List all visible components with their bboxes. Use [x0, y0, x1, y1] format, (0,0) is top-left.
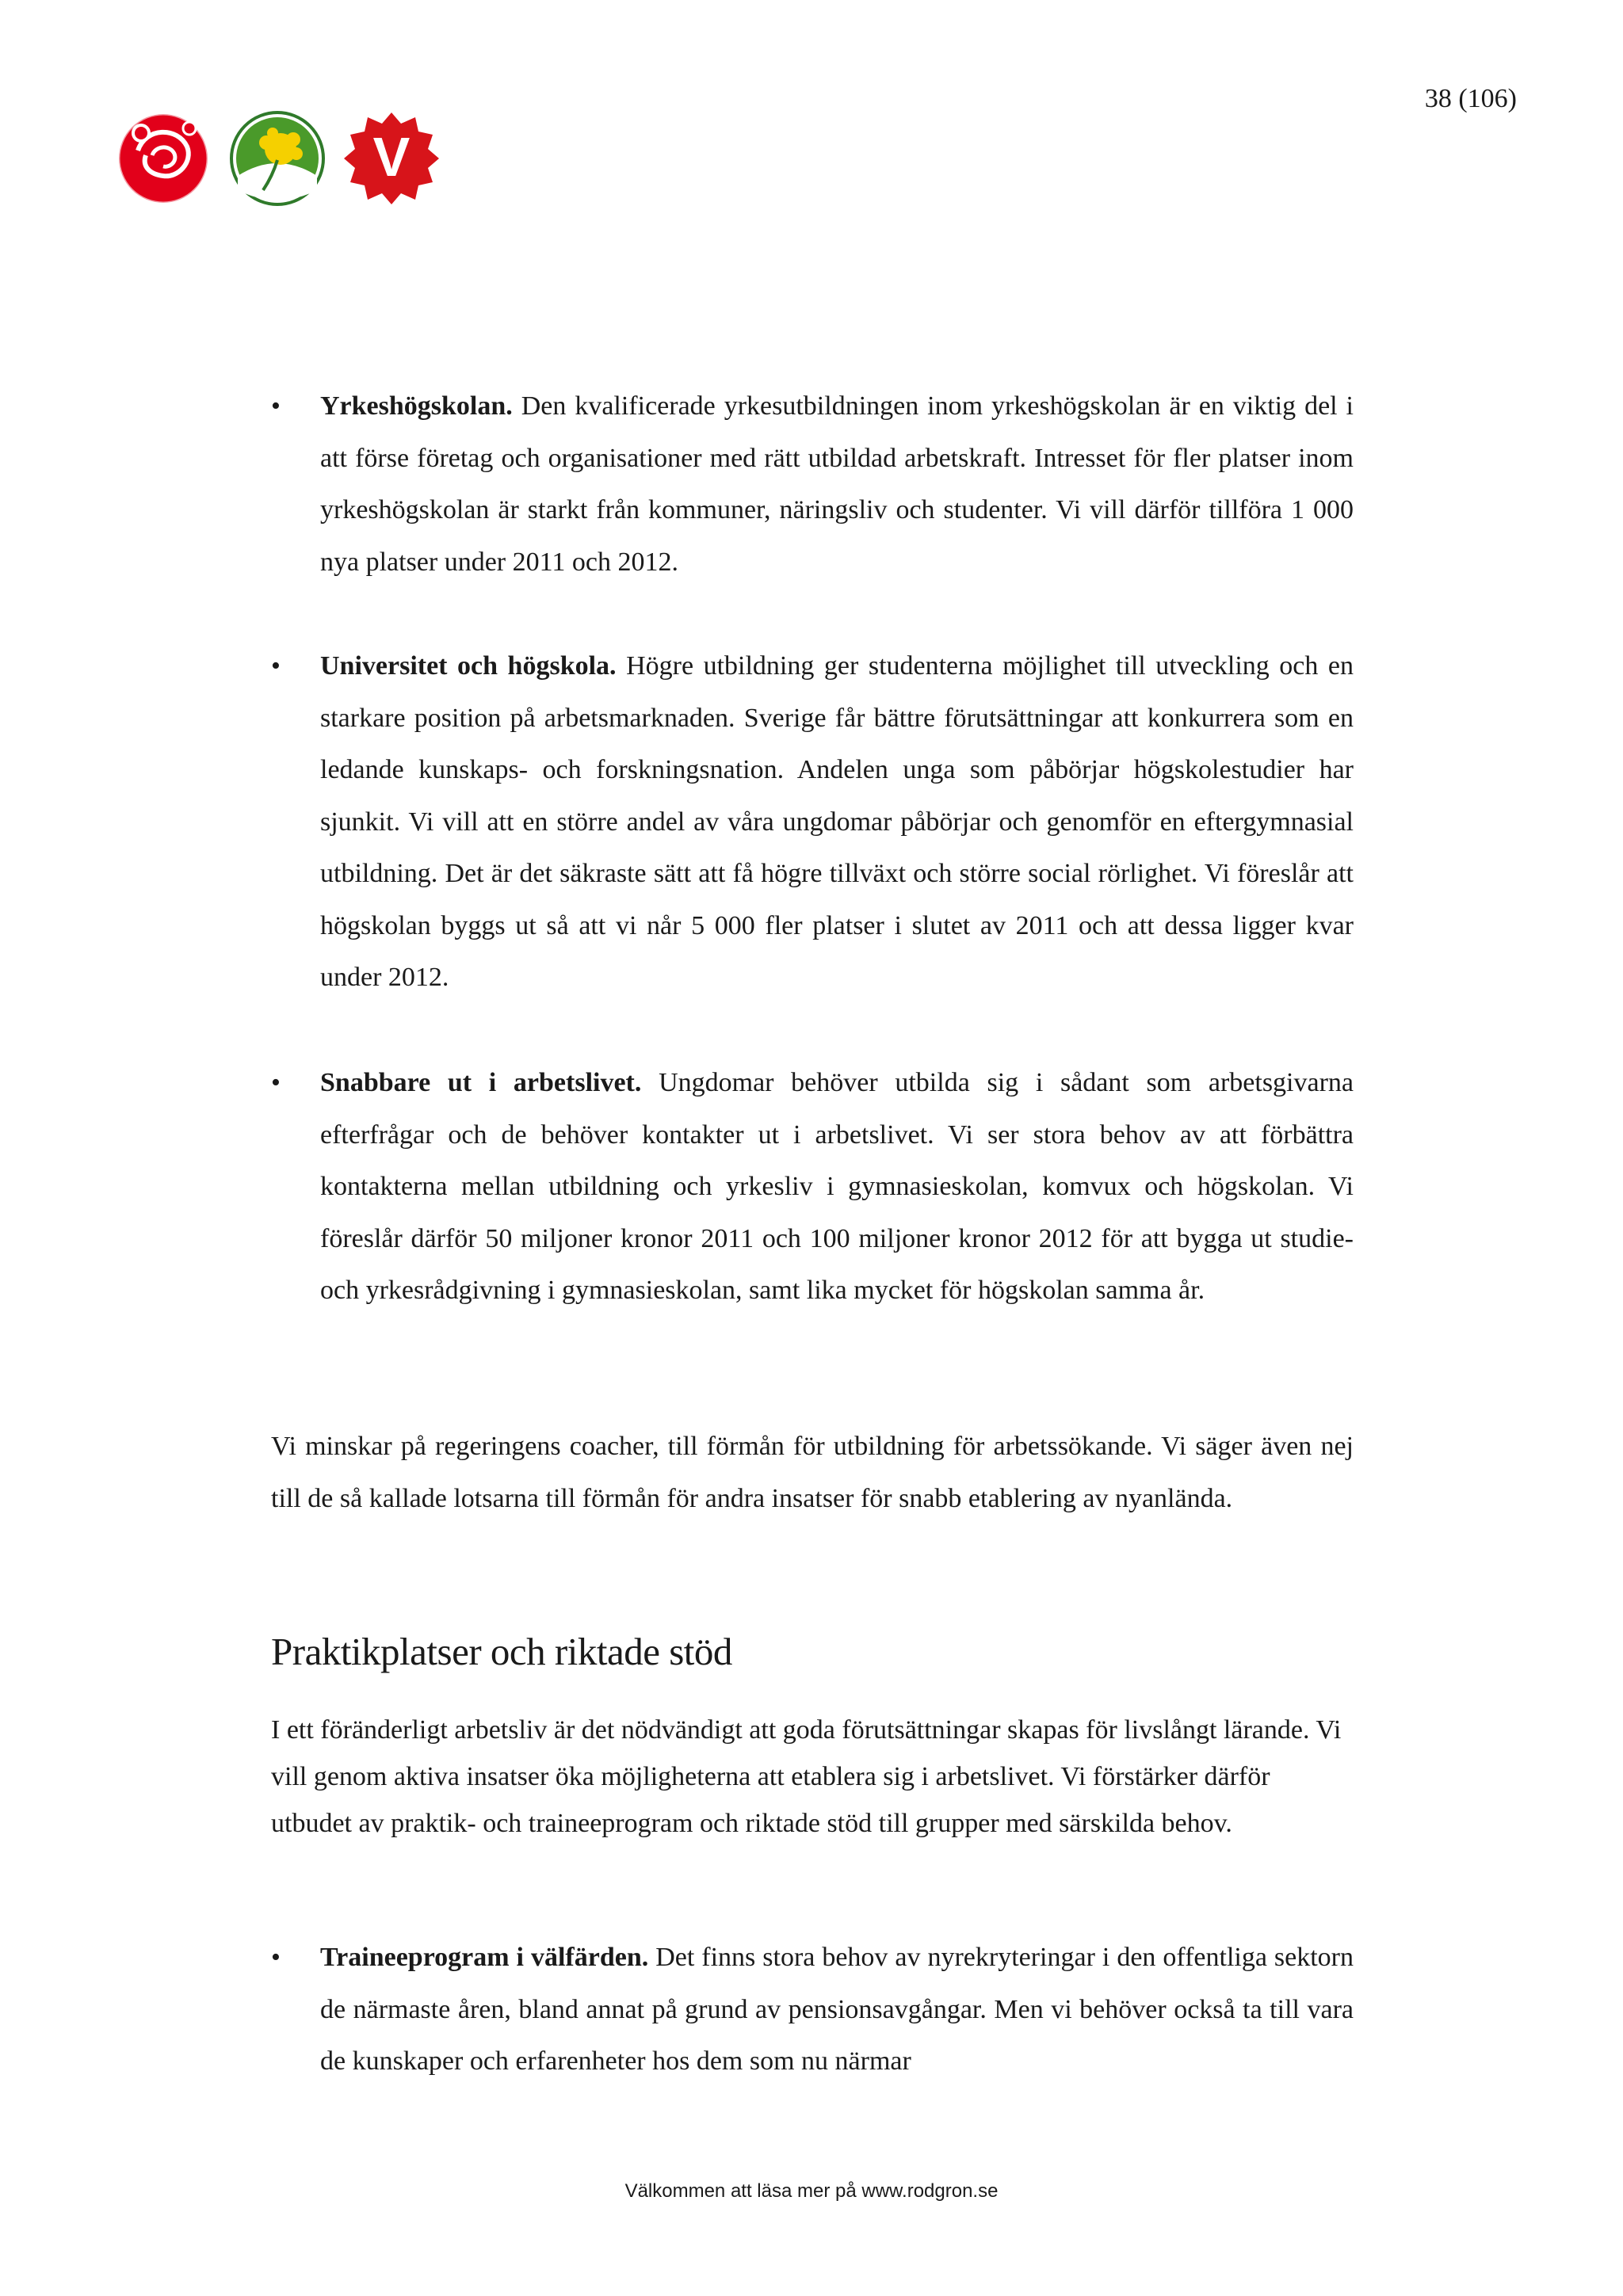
bullet-list-1b [271, 640, 1354, 1004]
bullet-snabbare [271, 1057, 1354, 1317]
bullet-symbol: • [271, 1068, 281, 1097]
paragraph-text: Vi minskar på regeringens coacher, till förmån för utbildning för arbetssökande. Vi säger även nej till de så kallade lotsarna till förmån för andra insatser för snabb etablering av nyanlända. [271, 1432, 1354, 1513]
bullet-symbol: • [271, 651, 281, 681]
rose-logo [119, 114, 208, 203]
v-logo [344, 113, 439, 204]
bullet-yrkeshogskolan [271, 380, 1354, 588]
bullet-text: Den kvalificerade yrkesutbildningen inom yrkeshögskolan är en viktig del i att förse företag och organisationer med rätt utbildad arbetskraft. Intresset för fler platser inom yrkeshögskolan är starkt från kommuner, näringsliv och studenter. Vi vill därför tillföra 1 000 nya platser under 2011 och 2012. [320, 391, 1354, 577]
footer-text: Välkommen att läsa mer på www.rodgron.se [624, 2180, 999, 2202]
paragraph-coacher [271, 1421, 1354, 1524]
section-heading: Praktikplatser och riktade stöd [271, 1630, 732, 1673]
dandelion-logo [231, 113, 323, 204]
page-number: 38 (106) [1424, 84, 1517, 113]
bullet-list-1c [271, 1057, 1354, 1317]
bullet-universitet [271, 640, 1354, 1004]
bullet-text: Högre utbildning ger studenterna möjlighet till utveckling och en starkare position på arbetsmarknaden. Sverige får bättre förutsättningar att konkurrera som en ledande kunskaps- och forskningsnation. Andelen unga som påbörjar högskolestudier har sjunkit. Vi vill att en större andel av våra ungdomar påbörjar och genomför en eftergymnasial utbildning. Det är det säkraste sätt att få högre tillväxt och större social rörlighet. Vi föreslår att högskolan byggs ut så att vi når 5 000 fler platser i slutet av 2011 och att dessa ligger kvar under 2012. [320, 651, 1354, 992]
bullet-list-2 [271, 1932, 1354, 2088]
section-heading-block [271, 1624, 1354, 1680]
bullet-list-1 [271, 380, 1354, 588]
bullet-title: Snabbare ut i arbetslivet. [320, 1068, 642, 1097]
bullet-text: Ungdomar behöver utbilda sig i sådant som arbetsgivarna efterfrågar och de behöver kontakter ut i arbetslivet. Vi ser stora behov av att förbättra kontakterna mellan utbildning och yrkesliv i gymnasieskolan, komvux och högskolan. Vi föreslår därför 50 miljoner kronor 2011 och 100 miljoner kronor 2012 för att bygga ut studie- och yrkesrådgivning i gymnasieskolan, samt lika mycket för högskolan samma år. [320, 1068, 1354, 1305]
bullet-title: Traineeprogram i välfärden. [320, 1943, 649, 1972]
paragraph-praktik [271, 1707, 1354, 1847]
bullet-symbol: • [271, 1943, 281, 1972]
party-logos [114, 103, 447, 214]
bullet-traineeprogram [271, 1932, 1354, 2088]
paragraph-text: I ett föränderligt arbetsliv är det nödvändigt att goda förutsättningar skapas för livslångt lärande. Vi vill genom aktiva insatser öka möjligheterna att etablera sig i arbetslivet. Vi förstärker därför utbudet av praktik- och traineeprogram och riktade stöd till grupper med särskilda behov. [271, 1715, 1342, 1838]
bullet-title: Yrkeshögskolan. [320, 391, 513, 421]
svg-text:V: V [372, 126, 411, 188]
bullet-text: Det finns stora behov av nyrekryteringar i den offentliga sektorn de närmaste åren, bland annat på grund av pensionsavgångar. Men vi behöver också ta till vara de kunskaper och erfarenheter hos dem som nu närmar [320, 1943, 1354, 2076]
bullet-title: Universitet och högskola. [320, 651, 617, 681]
bullet-symbol: • [271, 391, 281, 421]
